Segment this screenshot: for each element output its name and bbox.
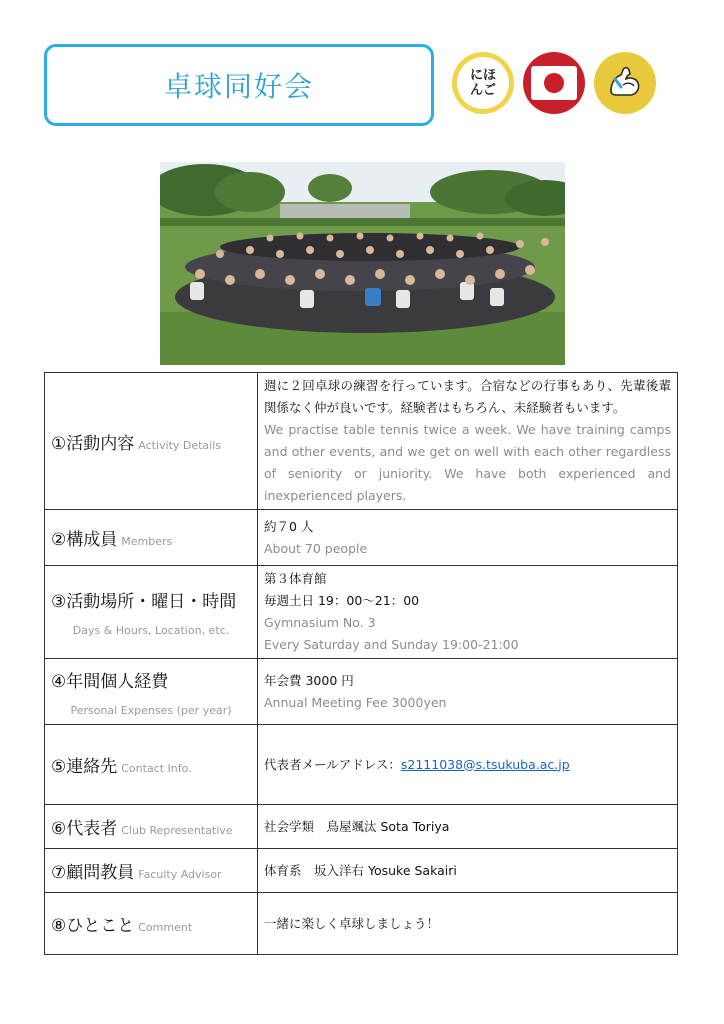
label-cell [45,373,258,510]
location-text-en-2: Every Saturday and Sunday 19:00-21:00 [264,637,519,652]
table-row-representative [45,805,678,849]
title-box [44,44,434,126]
label-cell [45,566,258,659]
group-photo [160,162,565,365]
comment-text: 一緒に楽しく卓球しましょう！ [264,915,440,931]
location-label-en: Days & Hours, Location, etc. [72,624,230,637]
location-text-en-1: Gymnasium No. 3 [264,615,376,630]
table-row-advisor [45,849,678,893]
nihongo-badge-line1: にほ [469,68,496,83]
activity-text-ja: 週に２回卓球の練習を行っています。合宿などの行事もあり、先輩後輩関係なく仲が良いです。経験者はもちろん、未経験者もいます。 [264,378,671,415]
content-cell [258,373,678,510]
location-text-ja-1: 第３体育館 [264,571,327,586]
label-cell [45,659,258,725]
contact-label-en: Contact Info. [121,762,192,775]
members-label-ja: ②構成員 [51,530,118,550]
activity-label-ja: ①活動内容 [51,433,135,454]
expenses-text-en: Annual Meeting Fee 3000yen [264,694,447,710]
location-label-ja: ③活動場所・曜日・時間 [51,592,237,612]
club-info-table [44,372,678,955]
content-cell [258,566,678,659]
expenses-text-ja: 年会費 3000 円 [264,672,354,688]
contact-prefix: 代表者メールアドレス： [264,756,401,772]
flexed-arm-icon [594,52,656,114]
representative-text: 社会学類 鳥屋颯汰 Sota Toriya [264,818,450,834]
label-cell [45,805,258,849]
contact-line [264,754,671,776]
table-row-location [45,566,678,659]
content-cell [258,659,678,725]
table-row-activity [45,373,678,510]
comment-label-en: Comment [138,921,193,934]
advisor-label-ja: ⑦顧問教員 [51,863,135,883]
activity-text-en: We practise table tennis twice a week. We have training camps and other events, and we get on well with each other regardless of seniority or juniority. We have both experienced and inexperienced players. [264,422,671,503]
nihongo-badge-icon [452,52,514,114]
comment-label-ja: ⑧ひとこと [51,916,135,936]
members-text-ja: 約７0 人 [264,518,314,534]
label-cell [45,510,258,566]
advisor-text: 体育系 坂入洋右 Yosuke Sakairi [264,862,457,878]
nihongo-badge-line2: んご [469,83,496,98]
table-row-members [45,510,678,566]
representative-label-ja: ⑥代表者 [51,819,118,839]
expenses-label-en: Personal Expenses (per year) [70,703,232,717]
contact-label-ja: ⑤連絡先 [51,757,118,777]
activity-label-en: Activity Details [138,438,222,452]
japan-flag-icon [523,52,585,114]
label-cell [45,893,258,955]
members-text-en: About 70 people [264,540,368,556]
content-cell [258,849,678,893]
table-row-contact [45,725,678,805]
members-label-en: Members [121,535,173,548]
contact-email-link[interactable]: s2111038@s.tsukuba.ac.jp [400,756,570,772]
advisor-label-en: Faculty Advisor [138,868,222,881]
content-cell [258,510,678,566]
representative-label-en: Club Representative [121,824,233,837]
club-title: 卓球同好会 [163,70,314,103]
label-cell [45,725,258,805]
content-cell [258,725,678,805]
expenses-label-ja: ④年間個人経費 [51,671,169,692]
location-text-ja-2: 毎週土日 19：00～21：00 [264,593,420,608]
table-row-expenses [45,659,678,725]
content-cell [258,893,678,955]
label-cell [45,849,258,893]
table-row-comment [45,893,678,955]
content-cell [258,805,678,849]
